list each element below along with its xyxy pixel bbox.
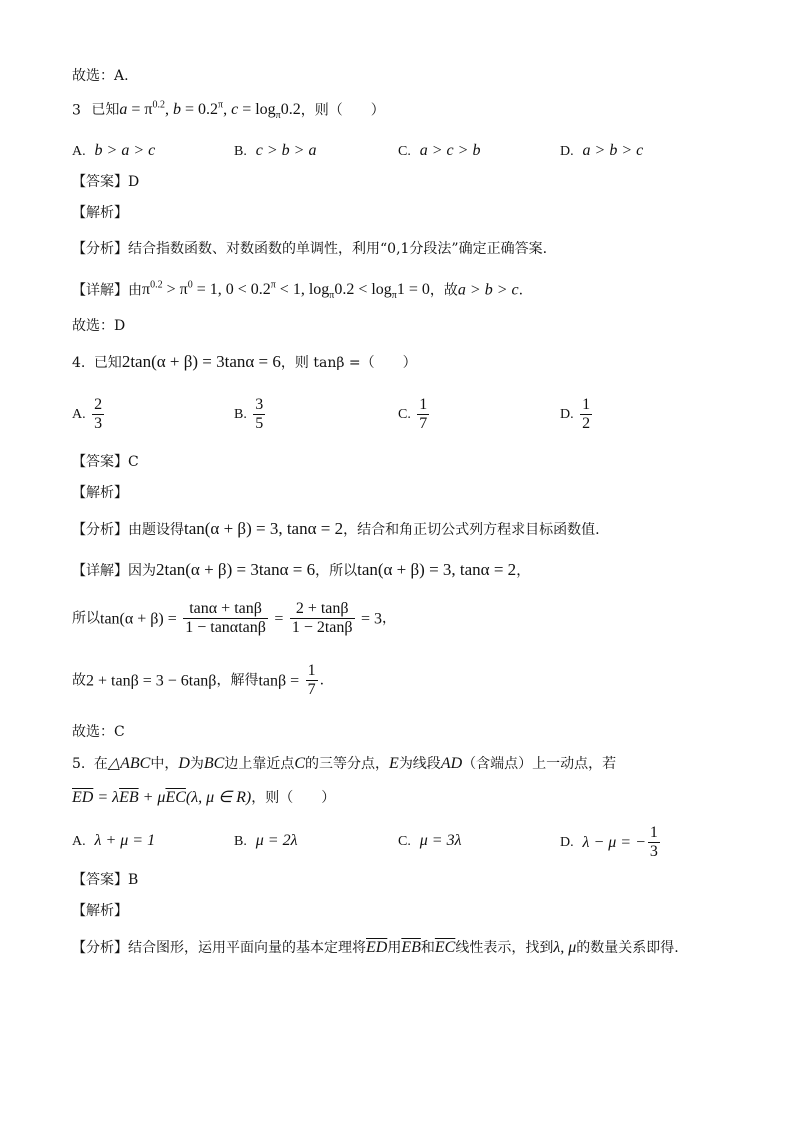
fenxi-q3: 【分析】结合指数函数、对数函数的单调性，利用“0,1分段法”确定正确答案.	[72, 241, 548, 257]
option-c: C. μ = 3λ	[398, 832, 462, 849]
question-number: 5.	[72, 756, 86, 772]
answer-q3: 【答案】D	[72, 174, 140, 190]
option-c: C. a > c > b	[398, 142, 481, 159]
detail-q4: 【详解】因为2tan(α + β) = 3tanα = 6，所以tan(α + β) = 3, tanα = 2，	[72, 560, 531, 579]
option-d: D. λ − μ = − $\frac{1}{3}$	[560, 824, 658, 861]
analysis-heading-q3: 【解析】	[72, 205, 128, 221]
final-answer-q3: 故选：D	[72, 318, 126, 334]
solve-line-q4: 故2 + tanβ = 3 − 6tanβ，解得tanβ = $\frac{1}{7}$ .	[72, 662, 325, 699]
fenxi-q4: 【分析】由题设得tan(α + β) = 3, tanα = 2，结合和角正切公式列方程求目标函数值.	[72, 519, 600, 538]
question-4-stem: 4. 已知2tan(α + β) = 3tanα = 6，则 tanβ =（ ）	[72, 352, 417, 371]
option-c: C. $\frac{1}{7}$	[398, 396, 428, 433]
analysis-heading-q4: 【解析】	[72, 485, 128, 501]
option-b: B. μ = 2λ	[234, 832, 298, 849]
answer-q4: 【答案】C	[72, 454, 139, 470]
derivation-line-q4: 所以tan(α + β) = $\frac{\tan\alpha + \tan\beta}{1 - \tan\alpha\tan\beta}$ = $\frac{2 + \tan\beta}{1 - 2\tan\beta}$ = 3，	[72, 600, 397, 637]
analysis-heading-q5: 【解析】	[72, 903, 128, 919]
math-expression: 2tan(α + β) = 3tanα = 6	[121, 352, 281, 371]
question-3-stem: 3 已知$a = \pi^{0.2}$, $b = 0.2^\pi$, $c = \log_\pi 0.2$，则（ ）	[72, 100, 385, 122]
math-expression: 2tan(α + β) = 3tanα = 6	[156, 560, 316, 579]
math-expression: $a = \pi^{0.2}$, $b = 0.2^\pi$, $c = \log_\pi 0.2$	[119, 100, 301, 122]
option-a: A. $\frac{2}{3}$	[72, 396, 103, 433]
option-d: D. a > b > c	[560, 142, 644, 159]
question-number: 3	[72, 102, 81, 119]
question-5-stem: 5. 在△ABC中，D为BC边上靠近点C的三等分点，E为线段AD（含端点）上一动点，若	[72, 755, 617, 772]
fraction: $\frac{\tan\alpha + \tan\beta}{1 - \tan\alpha\tan\beta}$	[185, 600, 266, 637]
option-b: B. c > b > a	[234, 142, 317, 159]
final-answer-q2: 故选：A.	[72, 68, 129, 84]
fraction: $\frac{1}{7}$	[307, 662, 316, 699]
fraction: $\frac{2 + \tan\beta}{1 - 2\tan\beta}$	[291, 600, 353, 637]
detail-q3: 【详解】由$\pi^{0.2} > \pi^0 = 1$, $0 < 0.2^\pi < 1$, $\log_\pi 0.2 < \log_\pi 1 = 0$，故a > b > c.	[72, 280, 524, 302]
answer-q5: 【答案】B	[72, 872, 139, 888]
option-a: A. λ + μ = 1	[72, 832, 156, 849]
math-expression: tan(α + β) = 3, tanα = 2	[357, 560, 517, 579]
question-number: 4.	[72, 355, 86, 371]
option-a: A. b > a > c	[72, 142, 156, 159]
question-5-vector-condition: $\overline{ED} = \lambda\overline{EB} + \mu\overline{EC}(\lambda$, μ ∈ R)，则（ ）	[72, 789, 336, 806]
final-answer-q4: 故选：C	[72, 724, 125, 740]
math-expression: tan(α + β) = 3, tanα = 2	[184, 519, 344, 538]
math-expression: $\pi^{0.2} > \pi^0 = 1$, $0 < 0.2^\pi < 1$, $\log_\pi 0.2 < \log_\pi 1 = 0$	[142, 280, 430, 302]
option-b: B. $\frac{3}{5}$	[234, 396, 264, 433]
fenxi-q5: 【分析】结合图形，运用平面向量的基本定理将$\overline{ED}$用$\overline{EB}$和$\overline{EC}$线性表示，找到λ, μ的数量关系即得.	[72, 939, 679, 956]
option-d: D. $\frac{1}{2}$	[560, 396, 591, 433]
